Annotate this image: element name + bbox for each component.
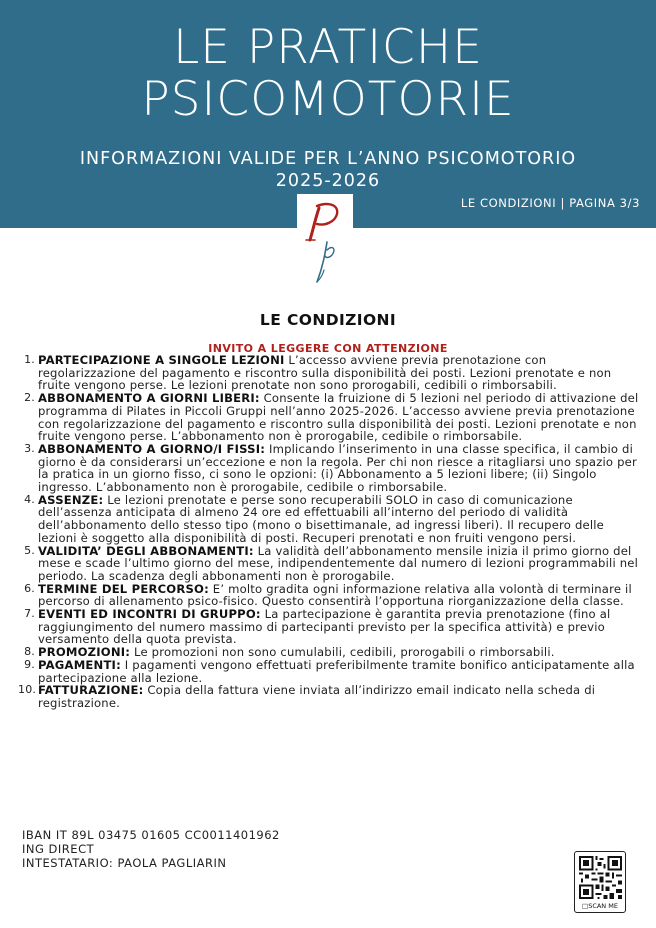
page-indicator: LE CONDIZIONI | PAGINA 3/3 [460, 196, 640, 210]
condition-heading: ASSENZE: [38, 492, 104, 507]
condition-item [22, 354, 642, 392]
condition-number: 6. [24, 581, 35, 595]
condition-item [18, 683, 642, 710]
condition-heading: ABBONAMENTO A GIORNO/I FISSI: [38, 441, 266, 456]
condition-heading: FATTURAZIONE: [38, 683, 144, 698]
title-line-2: PSICOMOTORIE [141, 72, 515, 127]
subtitle-line-1: INFORMAZIONI VALIDE PER L’ANNO PSICOMOTORIO [79, 149, 577, 169]
condition-number: 7. [24, 607, 35, 621]
subtitle-line-2: 2025-2026 [275, 171, 381, 191]
qr-code-icon [579, 856, 622, 899]
condition-heading: PROMOZIONI: [38, 645, 131, 660]
condition-text: Copia della fattura viene inviata all’indirizzo email indicato nella scheda di registrazione. [38, 683, 596, 710]
condition-text: La validità dell’abbonamento mensile inizia il primo giorno del mese e scade l’ultimo giorno del mese, indipendentemente dal numero di lezioni programmabili nel periodo. La scadenza degli abbonamenti non è prorogabile. [38, 543, 639, 583]
page-title [0, 22, 656, 126]
scan-me-label: □SCAN ME [582, 902, 618, 910]
attention-notice: INVITO A LEGGERE CON ATTENZIONE [208, 342, 448, 355]
condition-number: 3. [24, 441, 35, 455]
condition-heading: PARTECIPAZIONE A SINGOLE LEZIONI [38, 353, 285, 367]
condition-heading: VALIDITA’ DEGLI ABBONAMENTI: [38, 543, 254, 558]
condition-item [22, 494, 642, 545]
condition-item [22, 392, 642, 443]
condition-number: 1. [24, 353, 35, 366]
holder-line: INTESTATARIO: PAOLA PAGLIARIN [22, 856, 227, 870]
condition-item [22, 583, 642, 608]
title-line-1: LE PRATICHE [173, 20, 483, 75]
payment-details [22, 828, 280, 870]
condition-number: 8. [24, 645, 35, 659]
condition-number: 4. [24, 492, 35, 506]
condition-heading: PAGAMENTI: [38, 657, 121, 672]
condition-item [22, 659, 642, 684]
condition-text: La partecipazione è garantita previa prenotazione (fino al raggiungimento del numero massimo di partecipanti previsto per la specifica attività) e previo versamento della quota prevista. [38, 607, 611, 647]
condition-text: Consente la fruizione di 5 lezioni nel periodo di attivazione del programma di Pilates in Piccoli Gruppi nell’anno 2025-2026. L’accesso avviene previa prenotazione con regolarizzazione del pagamento e riscontro sulla disponibilità dei posti. Lezioni prenotate e non fruite vengono perse. L’abbonamento non è prorogabile, cedibile o rimborsabile. [38, 391, 639, 444]
condition-heading: ABBONAMENTO A GIORNI LIBERI: [38, 391, 260, 406]
condition-text: Le lezioni prenotate e perse sono recuperabili SOLO in caso di comunicazione dell’assenza anticipata di almeno 24 ore ed effettuabili all’interno del periodo di validità dell’abbonamento dello stesso tipo (mono o bisettimanale, ad ingressi liberi). Il recupero delle lezioni è soggetto alla disponibilità di posti. Recuperi prenotati e non fruiti vengono persi. [38, 492, 605, 545]
condition-number: 5. [24, 543, 35, 557]
page-subtitle [0, 148, 656, 192]
qr-code-badge[interactable] [574, 851, 626, 913]
iban-line: IBAN IT 89L 03475 01605 CC0011401962 [22, 828, 280, 842]
condition-number: 10. [18, 683, 37, 697]
condition-text: Implicando l’inserimento in una classe specifica, il cambio di giorno è da considerarsi un’eccezione e non la regola. Per chi non riesce a ritagliarsi uno spazio per la pratica in un giorno fisso, ci sono le opzioni: (i) Abbonamento a 5 lezioni libere; (ii) Singolo ingresso. L’abbonamento non è prorogabile, cedibile o rimborsabile. [38, 441, 637, 495]
condition-heading: EVENTI ED INCONTRI DI GRUPPO: [38, 607, 261, 622]
condition-number: 9. [24, 657, 35, 671]
condition-number: 2. [24, 391, 35, 405]
condition-item [22, 545, 642, 583]
bank-line: ING DIRECT [22, 842, 95, 856]
condition-heading: TERMINE DEL PERCORSO: [38, 581, 209, 596]
pp-monogram-logo [297, 194, 353, 286]
condition-text: Le promozioni non sono cumulabili, cedibili, prorogabili o rimborsabili. [130, 645, 555, 660]
condition-text: E’ molto gradita ogni informazione relativa alla volontà di terminare il percorso di allenamento psico-fisico. Questo consentirà l’opportuna riorganizzazione della classe. [38, 581, 632, 609]
section-title: LE CONDIZIONI [259, 311, 397, 329]
condition-text: L’accesso avviene previa prenotazione con regolarizzazione del pagamento e riscontro sulla disponibilità dei posti. Lezioni prenotate e non fruite vengono perse. Le lezioni prenotate non sono prorogabili, cedibili o rimborsabili. [38, 353, 612, 393]
conditions-list [18, 353, 642, 710]
condition-item [22, 608, 642, 646]
condition-item [22, 443, 642, 494]
condition-text: I pagamenti vengono effettuati preferibilmente tramite bonifico anticipatamente alla partecipazione alla lezione. [38, 657, 635, 685]
